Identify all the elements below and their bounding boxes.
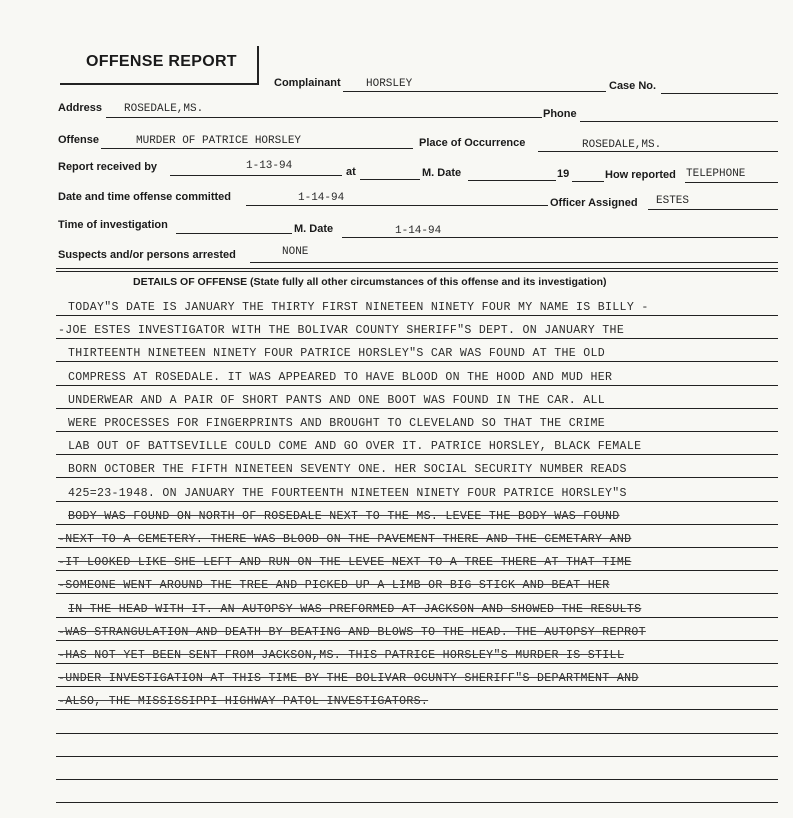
narrative-line: -HAS NOT YET BEEN SENT FROM JACKSON,MS. THIS PATRICE HORSLEY"S MURDER IS STILL [58, 649, 625, 662]
narrative-line: COMPRESS AT ROSEDALE. IT WAS APPEARED TO HAVE BLOOD ON THE HOOD AND MUD HER [68, 370, 613, 384]
complainant-label: Complainant [274, 77, 341, 89]
address-line [106, 117, 542, 118]
blank-rule [56, 785, 778, 803]
narrative-line: -SOMEONE WENT AROUND THE TREE AND PICKED UP A LIMB OR BIG STICK AND BEAT HER [58, 579, 610, 593]
offense-value: MURDER OF PATRICE HORSLEY [136, 135, 302, 147]
details-header: DETAILS OF OFFENSE (State fully all other circumstances of this offense and its investigation) [133, 276, 607, 288]
at-line [360, 179, 420, 180]
narrative-line: -WAS STRANGULATION AND DEATH BY BEATING AND BLOWS TO THE HEAD. THE AUTOPSY REPROT [58, 625, 646, 639]
suspects-label: Suspects and/or persons arrested [58, 249, 236, 261]
report-received-line [170, 175, 342, 176]
place-label: Place of Occurrence [419, 137, 526, 149]
case-no-line [661, 93, 778, 94]
case-no-label: Case No. [609, 80, 657, 92]
suspects-value: NONE [282, 246, 309, 258]
investigation-date-value: 1-14-94 [395, 225, 442, 237]
offense-label: Offense [58, 134, 99, 146]
phone-label: Phone [543, 108, 577, 120]
narrative-line: -UNDER INVESTIGATION AT THIS TIME BY THE BOLIVAR OCUNTY SHERIFF"S DEPARTMENT AND [58, 672, 639, 686]
narrative-line: -IT LOOKED LIKE SHE LEFT AND RUN ON THE LEVEE NEXT TO A TREE THERE AT THAT TIME [58, 556, 632, 570]
form-title: OFFENSE REPORT [86, 53, 237, 70]
how-reported-label: How reported [605, 169, 676, 181]
m-date-label: M. Date [422, 167, 462, 179]
suspects-line [250, 262, 778, 263]
officer-assigned-line [648, 209, 778, 210]
blank-rule [56, 716, 778, 734]
blank-rule [56, 762, 778, 780]
how-reported-value: TELEPHONE [686, 168, 746, 180]
narrative-line: THIRTEENTH NINETEEN NINETY FOUR PATRICE HORSLEY"S CAR WAS FOUND AT THE OLD [68, 347, 606, 361]
m-date-line [468, 180, 556, 181]
phone-line [580, 121, 778, 122]
narrative-line: WERE PROCESSES FOR FINGERPRINTS AND BROUGHT TO CLEVELAND SO THAT THE CRIME [68, 417, 606, 430]
narrative-line: LAB OUT OF BATTSEVILLE COULD COME AND GO OVER IT. PATRICE HORSLEY, BLACK FEMALE [68, 440, 642, 454]
nineteen-label: 19 [557, 168, 570, 180]
narrative-line: 425=23-1948. ON JANUARY THE FOURTEENTH NINETEEN NINETY FOUR PATRICE HORSLEY"S [68, 486, 627, 500]
report-received-label: Report received by [58, 161, 158, 173]
how-reported-line [685, 182, 778, 183]
year-line [572, 181, 604, 182]
address-label: Address [58, 102, 103, 114]
narrative-line: BODY WAS FOUND ON NORTH OF ROSEDALE NEXT TO THE MS. LEVEE THE BODY WAS FOUND [68, 509, 620, 523]
section-divider-top [56, 268, 778, 269]
blank-rule [56, 739, 778, 757]
narrative-line: -JOE ESTES INVESTIGATOR WITH THE BOLIVAR COUNTY SHERIFF"S DEPT. ON JANUARY THE [58, 324, 625, 338]
officer-assigned-value: ESTES [656, 195, 690, 207]
offense-line [101, 148, 413, 149]
narrative-line: TODAY"S DATE IS JANUARY THE THIRTY FIRST NINETEEN NINETY FOUR MY NAME IS BILLY - [68, 301, 649, 314]
address-value: ROSEDALE,MS. [124, 103, 204, 115]
date-committed-line [246, 205, 548, 206]
place-line [538, 151, 778, 152]
date-committed-value: 1-14-94 [298, 192, 345, 204]
officer-assigned-label: Officer Assigned [550, 197, 638, 209]
section-divider-bottom [56, 271, 778, 272]
time-investigation-label: Time of investigation [58, 219, 168, 231]
narrative-line: BORN OCTOBER THE FIFTH NINETEEN SEVENTY ONE. HER SOCIAL SECURITY NUMBER READS [68, 463, 627, 477]
place-value: ROSEDALE,MS. [582, 139, 662, 151]
investigation-date-line [342, 237, 778, 238]
narrative-line: UNDERWEAR AND A PAIR OF SHORT PANTS AND ONE BOOT WAS FOUND IN THE CAR. ALL [68, 393, 606, 407]
investigation-m-date-label: M. Date [294, 223, 334, 235]
report-received-value: 1-13-94 [246, 160, 293, 172]
narrative-line: -ALSO, THE MISSISSIPPI HIGHWAY PATOL INVESTIGATORS. [58, 695, 429, 709]
time-investigation-line [176, 233, 292, 234]
complainant-line [343, 91, 606, 92]
complainant-value: HORSLEY [366, 78, 413, 90]
narrative-line: -NEXT TO A CEMETERY. THERE WAS BLOOD ON THE PAVEMENT THERE AND THE CEMETARY AND [58, 533, 632, 546]
at-label: at [346, 166, 356, 178]
narrative-line: IN THE HEAD WITH IT. AN AUTOPSY WAS PREFORMED AT JACKSON AND SHOWED THE RESULTS [68, 602, 642, 616]
date-committed-label: Date and time offense committed [58, 191, 231, 203]
